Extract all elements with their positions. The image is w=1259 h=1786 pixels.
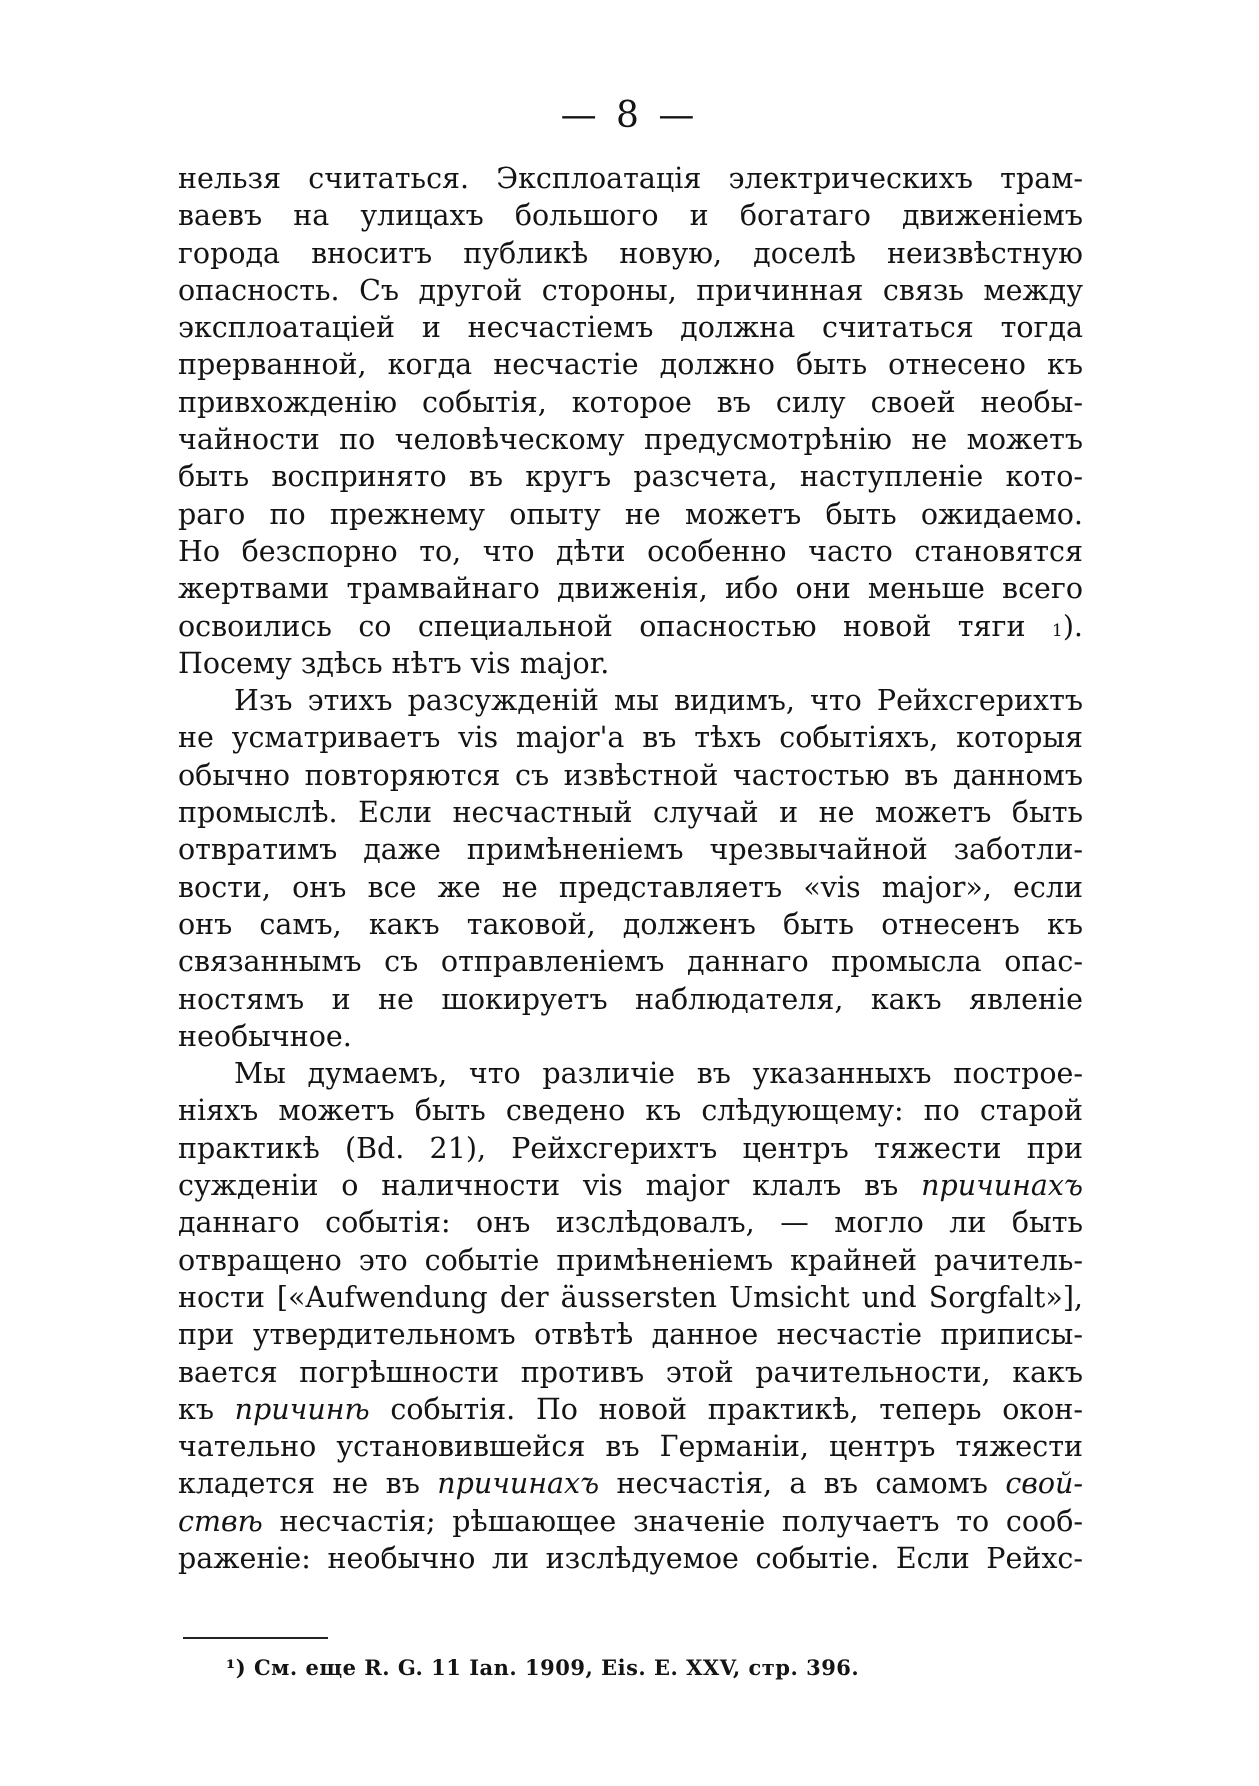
text-line: привхожденію событія, которое въ силу своей необы- — [178, 385, 1083, 419]
body-text — [178, 160, 1083, 1577]
text-line: ніяхъ можетъ быть сведено къ слѣдующему: по старой — [178, 1094, 1083, 1128]
text-line: промыслѣ. Если несчастный случай и не можетъ быть — [178, 796, 1083, 830]
italic-word: свой- — [1005, 1467, 1084, 1501]
page-number: — 8 — — [560, 95, 699, 136]
footnote-reference: 1 — [1051, 620, 1063, 641]
text-line: ваевъ на улицахъ большого и богатаго движеніемъ — [178, 199, 1083, 233]
text-line: жертвами трамвайнаго движенія, ибо они меньше всего — [178, 572, 1083, 606]
text-line: Но безспорно то, что дѣти особенно часто становятся — [178, 534, 1083, 568]
text-line: не усматриваетъ vis major'а въ тѣхъ событіяхъ, которыя — [178, 721, 1083, 755]
text-line: отвращено это событіе примѣненіемъ крайней рачитель- — [178, 1243, 1083, 1277]
line-text-tail: ). — [1062, 609, 1083, 643]
text-line: эксплоатаціей и несчастіемъ должна считаться тогда — [178, 311, 1083, 345]
line-text: освоились со специальной опасностью новой тяги — [178, 609, 1026, 643]
text-line — [178, 608, 1083, 645]
italic-word: причинахъ — [921, 1169, 1083, 1203]
text-line — [178, 1391, 1083, 1428]
text-line: Изъ этихъ разсужденій мы видимъ, что Рейхсгерихтъ — [234, 684, 1083, 718]
line-text-tail: событія. По новой практикѣ, теперь окон- — [390, 1392, 1084, 1426]
text-line: раго по прежнему опыту не можетъ быть ожидаемо. — [178, 497, 1083, 531]
line-text: къ — [178, 1392, 214, 1426]
text-line: быть воспринято въ кругъ разсчета, наступленіе кото- — [178, 460, 1083, 494]
text-line — [178, 1167, 1083, 1204]
text-line — [178, 1465, 1083, 1502]
text-line: нельзя считаться. Эксплоатація электрическихъ трам- — [178, 162, 1083, 195]
text-line: практикѣ (Bd. 21), Рейхсгерихтъ центръ тяжести при — [178, 1131, 1083, 1165]
text-line: даннаго событія: онъ изслѣдовалъ, — могло ли быть — [178, 1206, 1083, 1240]
text-line: чайности по человѣческому предусмотрѣнію не можетъ — [178, 423, 1083, 457]
line-text: сужденіи о наличности vis major клалъ въ — [178, 1169, 899, 1203]
text-line — [178, 1503, 1083, 1540]
text-line: онъ самъ, какъ таковой, долженъ быть отнесенъ къ — [178, 907, 1083, 941]
text-line: Посему здѣсь нѣтъ vis major. — [178, 646, 610, 680]
text-line: раженіе: необычно ли изслѣдуемое событіе. Если Рейхс- — [178, 1541, 1083, 1575]
text-line: при утвердительномъ отвѣтѣ данное несчастіе приписы- — [178, 1318, 1083, 1352]
line-text: кладется не въ — [178, 1467, 420, 1501]
line-text: несчастія; рѣшающее значеніе получаетъ то сооб- — [262, 1504, 1083, 1538]
text-line: опасность. Съ другой стороны, причинная связь между — [178, 273, 1083, 307]
text-line: Мы думаемъ, что различіе въ указанныхъ построе- — [234, 1057, 1083, 1091]
text-line: ностямъ и не шокируетъ наблюдателя, какъ явленіе — [178, 982, 1083, 1016]
text-line: чательно установившейся въ Германіи, центръ тяжести — [178, 1430, 1083, 1464]
italic-word: ствѣ — [178, 1504, 263, 1538]
text-line: ности [«Aufwendung der äussersten Umsicht und Sorgfalt»], — [178, 1280, 1083, 1314]
line-text-mid: несчастія, а въ самомъ — [616, 1467, 988, 1501]
text-line: отвратимъ даже примѣненіемъ чрезвычайной заботли- — [178, 833, 1083, 867]
footnote: ¹) См. еще R. G. 11 Ian. 1909, Eis. E. XXV, стр. 396. — [226, 1655, 860, 1680]
text-line: города вноситъ публикѣ новую, доселѣ неизвѣстную — [178, 236, 1083, 270]
text-line: обычно повторяются съ извѣстной частостью въ данномъ — [178, 758, 1083, 792]
text-line: необычное. — [178, 1019, 352, 1053]
footnote-separator — [183, 1637, 328, 1639]
text-line: связаннымъ съ отправленіемъ даннаго промысла опас- — [178, 945, 1083, 979]
text-line: вости, онъ все же не представляетъ «vis major», если — [178, 870, 1083, 904]
italic-word: причинѣ — [234, 1392, 370, 1426]
text-line: вается погрѣшности противъ этой рачительности, какъ — [178, 1355, 1083, 1389]
text-line: прерванной, когда несчастіе должно быть отнесено къ — [178, 348, 1083, 382]
italic-word: причинахъ — [437, 1467, 600, 1501]
